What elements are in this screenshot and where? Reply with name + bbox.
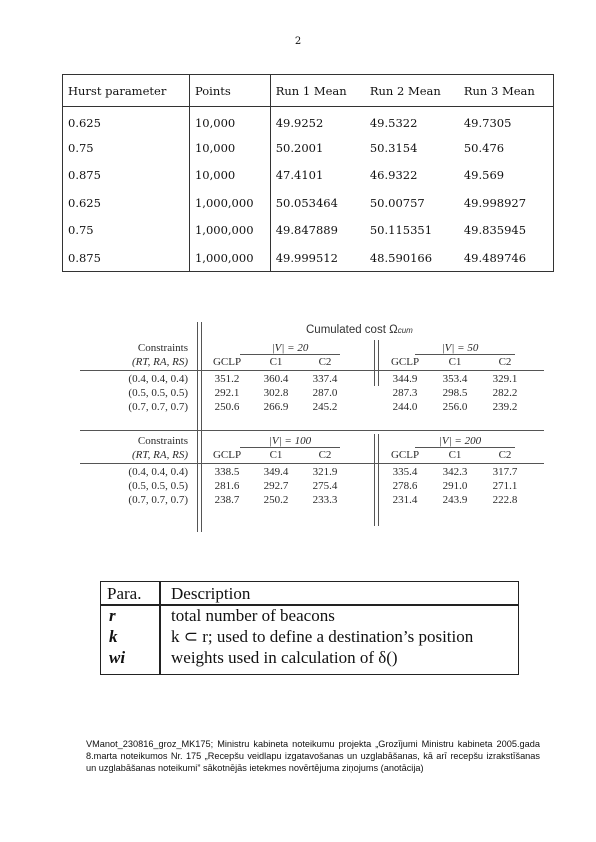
parameter-description: weights used in calculation of δ() bbox=[171, 648, 398, 667]
table-cell: 0.625 bbox=[63, 189, 190, 217]
cost-value: 245.2 bbox=[312, 401, 338, 413]
header-underline bbox=[80, 463, 544, 464]
table-row bbox=[63, 189, 554, 217]
parameter-table bbox=[100, 581, 519, 675]
cost-value: 353.4 bbox=[442, 373, 468, 385]
table-cell: 50.115351 bbox=[369, 223, 433, 238]
group-label: |V| = 200 bbox=[438, 435, 482, 447]
cost-value: 287.0 bbox=[312, 387, 338, 399]
table-cell: 49.999512 bbox=[270, 244, 365, 272]
table-cell: 50.053464 bbox=[275, 195, 338, 210]
constraint-row-label: (0.4, 0.4, 0.4) bbox=[128, 373, 188, 385]
block-separator bbox=[80, 430, 544, 431]
column-header: C2 bbox=[498, 449, 512, 461]
column-header: C2 bbox=[318, 449, 332, 461]
footer-note: VManot_230816_groz_MK175; Ministru kabineta noteikumu projekta „Grozījumi Ministru kabineta 2005.gada 8.marta noteikumos Nr. 175 „Recepšu veidlapu izgatavošanas un uzglabāšanas, kā arī recepšu izrakstīšanas un uzglabāšanas noteikumi” sākotnējās ietekmes novērtējuma ziņojums (anotācija) bbox=[86, 739, 540, 773]
parameter-symbol: wi bbox=[109, 648, 126, 667]
group-label: |V| = 100 bbox=[268, 435, 312, 447]
table-row bbox=[63, 244, 554, 272]
table-cell: 49.998927 bbox=[459, 189, 554, 217]
table-cell: 0.875 bbox=[63, 162, 190, 190]
table-cell: 0.75 bbox=[63, 217, 190, 245]
header-run2: Run 2 Mean bbox=[365, 75, 459, 107]
table-cell: 1,000,000 bbox=[189, 189, 270, 217]
table-cell: 46.9322 bbox=[369, 168, 418, 183]
column-header: C1 bbox=[269, 449, 283, 461]
cumulated-cost-figure bbox=[80, 290, 544, 540]
cost-value: 250.2 bbox=[263, 494, 289, 506]
cumulated-cost-title: Cumulated cost Ωcum bbox=[306, 324, 413, 336]
cost-value: 317.7 bbox=[492, 466, 518, 478]
cost-value: 281.6 bbox=[214, 480, 240, 492]
table-cell: 10,000 bbox=[189, 107, 270, 135]
cost-value: 266.9 bbox=[263, 401, 289, 413]
divider-left-1 bbox=[197, 322, 198, 532]
table-cell: 49.7305 bbox=[459, 107, 554, 135]
parameter-description: k ⊂ r; used to define a destination’s position bbox=[171, 627, 474, 646]
cost-value: 298.5 bbox=[442, 387, 468, 399]
cost-value: 292.1 bbox=[214, 387, 240, 399]
cost-value: 256.0 bbox=[442, 401, 468, 413]
column-header: C1 bbox=[269, 356, 283, 368]
constraint-row-label: (0.5, 0.5, 0.5) bbox=[128, 387, 188, 399]
cost-value: 337.4 bbox=[312, 373, 338, 385]
cost-value: 275.4 bbox=[312, 480, 338, 492]
parameter-symbol: k bbox=[109, 627, 118, 646]
column-header: C2 bbox=[498, 356, 512, 368]
table-cell: 47.4101 bbox=[275, 168, 324, 183]
column-header: C1 bbox=[448, 356, 462, 368]
divider-left-2 bbox=[201, 322, 202, 532]
table-cell: 48.590166 bbox=[365, 244, 459, 272]
cost-value: 349.4 bbox=[263, 466, 289, 478]
divider-mid-2 bbox=[378, 340, 379, 386]
column-header: GCLP bbox=[212, 449, 242, 461]
cost-value: 243.9 bbox=[442, 494, 468, 506]
table-row bbox=[63, 162, 554, 190]
table-row bbox=[63, 134, 554, 162]
header-hurst: Hurst parameter bbox=[63, 75, 190, 107]
constraint-row-label: (0.7, 0.7, 0.7) bbox=[128, 401, 188, 413]
table-cell: 50.3154 bbox=[369, 140, 418, 155]
table-cell: 0.875 bbox=[63, 244, 190, 272]
cost-value: 239.2 bbox=[492, 401, 518, 413]
constraints-label: Constraints bbox=[137, 435, 188, 447]
page-number: 2 bbox=[294, 36, 302, 47]
cost-value: 287.3 bbox=[392, 387, 418, 399]
table-cell: 0.625 bbox=[63, 107, 190, 135]
header-para: Para. bbox=[107, 584, 142, 603]
table-cell: 49.5322 bbox=[369, 115, 418, 130]
cost-value: 338.5 bbox=[214, 466, 240, 478]
header-description: Description bbox=[171, 584, 251, 603]
cost-value: 321.9 bbox=[312, 466, 338, 478]
column-header: C1 bbox=[448, 449, 462, 461]
parameter-symbol: r bbox=[109, 606, 116, 625]
table-cell: 1,000,000 bbox=[189, 217, 270, 245]
cost-value: 271.1 bbox=[492, 480, 518, 492]
constraints-label: Constraints bbox=[137, 342, 188, 354]
constraints-vars: (RT, RA, RS) bbox=[131, 449, 188, 461]
parameter-description: total number of beacons bbox=[171, 606, 335, 625]
cost-value: 282.2 bbox=[492, 387, 518, 399]
table-row bbox=[63, 107, 554, 135]
cost-value: 335.4 bbox=[392, 466, 418, 478]
cost-value: 302.8 bbox=[263, 387, 289, 399]
constraint-row-label: (0.7, 0.7, 0.7) bbox=[128, 494, 188, 506]
table-cell: 0.75 bbox=[63, 134, 190, 162]
table-cell: 50.2001 bbox=[275, 140, 324, 155]
cost-value: 344.9 bbox=[392, 373, 418, 385]
column-divider bbox=[159, 582, 161, 674]
constraint-row-label: (0.4, 0.4, 0.4) bbox=[128, 466, 188, 478]
cost-value: 278.6 bbox=[392, 480, 418, 492]
hurst-results-table bbox=[62, 74, 554, 272]
table-row bbox=[63, 217, 554, 245]
table-cell: 1,000,000 bbox=[189, 244, 270, 272]
cost-value: 360.4 bbox=[263, 373, 289, 385]
divider-mid-3 bbox=[374, 434, 375, 526]
cost-value: 238.7 bbox=[214, 494, 240, 506]
header-run3: Run 3 Mean bbox=[459, 75, 554, 107]
group-label: |V| = 50 bbox=[441, 342, 479, 354]
table-cell: 10,000 bbox=[189, 162, 270, 190]
table-cell: 50.00757 bbox=[369, 195, 425, 210]
header-underline bbox=[80, 370, 544, 371]
table-header-row bbox=[63, 75, 554, 107]
cost-value: 250.6 bbox=[214, 401, 240, 413]
cost-value: 291.0 bbox=[442, 480, 468, 492]
header-points: Points bbox=[189, 75, 270, 107]
table-cell: 50.476 bbox=[459, 134, 554, 162]
column-header: GCLP bbox=[390, 356, 420, 368]
table-cell: 49.569 bbox=[459, 162, 554, 190]
constraint-row-label: (0.5, 0.5, 0.5) bbox=[128, 480, 188, 492]
header-run1: Run 1 Mean bbox=[270, 75, 365, 107]
cost-value: 292.7 bbox=[263, 480, 289, 492]
cost-value: 222.8 bbox=[492, 494, 518, 506]
table-cell: 49.835945 bbox=[459, 217, 554, 245]
table-cell: 49.489746 bbox=[459, 244, 554, 272]
cost-value: 231.4 bbox=[392, 494, 418, 506]
table-cell: 49.847889 bbox=[275, 223, 338, 238]
table-cell: 49.9252 bbox=[275, 115, 324, 130]
table-cell: 10,000 bbox=[189, 134, 270, 162]
cost-value: 233.3 bbox=[312, 494, 338, 506]
cost-value: 329.1 bbox=[492, 373, 518, 385]
column-header: GCLP bbox=[390, 449, 420, 461]
cost-value: 244.0 bbox=[392, 401, 418, 413]
cost-value: 342.3 bbox=[442, 466, 468, 478]
column-header: C2 bbox=[318, 356, 332, 368]
column-header: GCLP bbox=[212, 356, 242, 368]
divider-mid-1 bbox=[374, 340, 375, 386]
constraints-vars: (RT, RA, RS) bbox=[131, 356, 188, 368]
cost-value: 351.2 bbox=[214, 373, 240, 385]
group-label: |V| = 20 bbox=[271, 342, 309, 354]
divider-mid-4 bbox=[378, 434, 379, 526]
